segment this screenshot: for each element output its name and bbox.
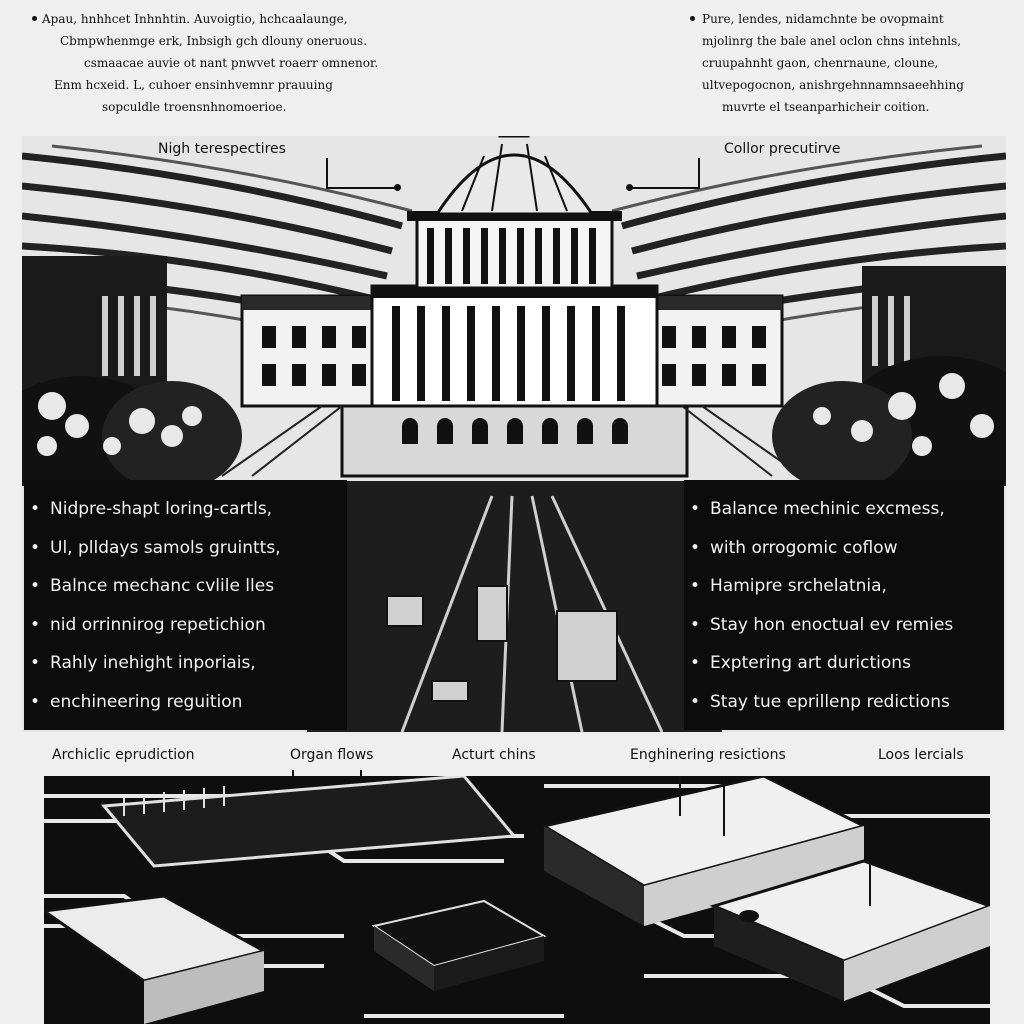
right-panel-item: • Stay tue eprillenp redictions [684,683,1004,722]
intro-left-line: Enm hcxeid. L, cuhoer ensinhvemnr prauuing [54,78,333,92]
intro-right-line: mjolinrg the bale anel oclon chns intehnls, [702,34,962,48]
bullet-dot [690,16,695,21]
intro-right-line: Pure, lendes, nidamchnte be ovopmaint [702,12,944,26]
intro-right-line: muvrte el tseanparhicheir coition. [722,100,930,114]
bottom-label: Loos lercials [878,747,964,763]
callout-right-label: Collor precutirve [724,141,841,157]
left-panel-item: • Balnce mechanc cvlile lles [24,567,347,606]
circuit-board-chips-illustration [44,776,990,1024]
right-feature-panel [684,480,1004,730]
intro-left-line: Apau, hnhhcet Inhnhtin. Auvoigtio, hchcaalaunge, [42,12,348,26]
left-trees [22,376,242,496]
intro-left-line: sopculdle troensnhnomoerioe. [102,100,287,114]
intro-left-line: Cbmpwhenmge erk, Inbsigh gch dlouny oneruous. [60,34,368,48]
right-panel-item: • Stay hon enoctual ev remies [684,606,1004,645]
intro-left-text [42,8,378,118]
left-feature-panel [24,480,347,730]
bottom-label: Organ flows [290,747,374,763]
left-panel-item: • nid orrinnirog repetichion [24,606,347,645]
intro-right-text [702,8,964,118]
bullet-dot [32,16,37,21]
right-panel-item: • Balance mechinic excmess, [684,490,1004,529]
right-panel-item: • Exptering art durictions [684,644,1004,683]
left-panel-item: • Nidpre-shapt loring-cartls, [24,490,347,529]
right-panel-item: • with orrogomic coflow [684,529,1004,568]
intro-right-line: ultvepogocnon, anishrgehnnamnsaeehhing [702,78,964,92]
bottom-label: Acturt chins [452,747,536,763]
left-panel-item: • Ul, plldays samols gruintts, [24,529,347,568]
road-with-traffic [307,481,722,732]
bottom-label: Archiclic eprudiction [52,747,195,763]
intro-left-line: csmaacae auvie ot nant pnwvet roaerr omnenor. [84,56,379,70]
right-panel-item: • Hamipre srchelatnia, [684,567,1004,606]
callout-left-label: Nigh terespectires [158,141,286,157]
bottom-label: Enghinering resictions [630,747,786,763]
intro-right-line: cruupahnht gaon, chenrnaune, cloune, [702,56,939,70]
left-panel-item: • enchineering reguition [24,683,347,722]
left-panel-item: • Rahly inehight inporiais, [24,644,347,683]
